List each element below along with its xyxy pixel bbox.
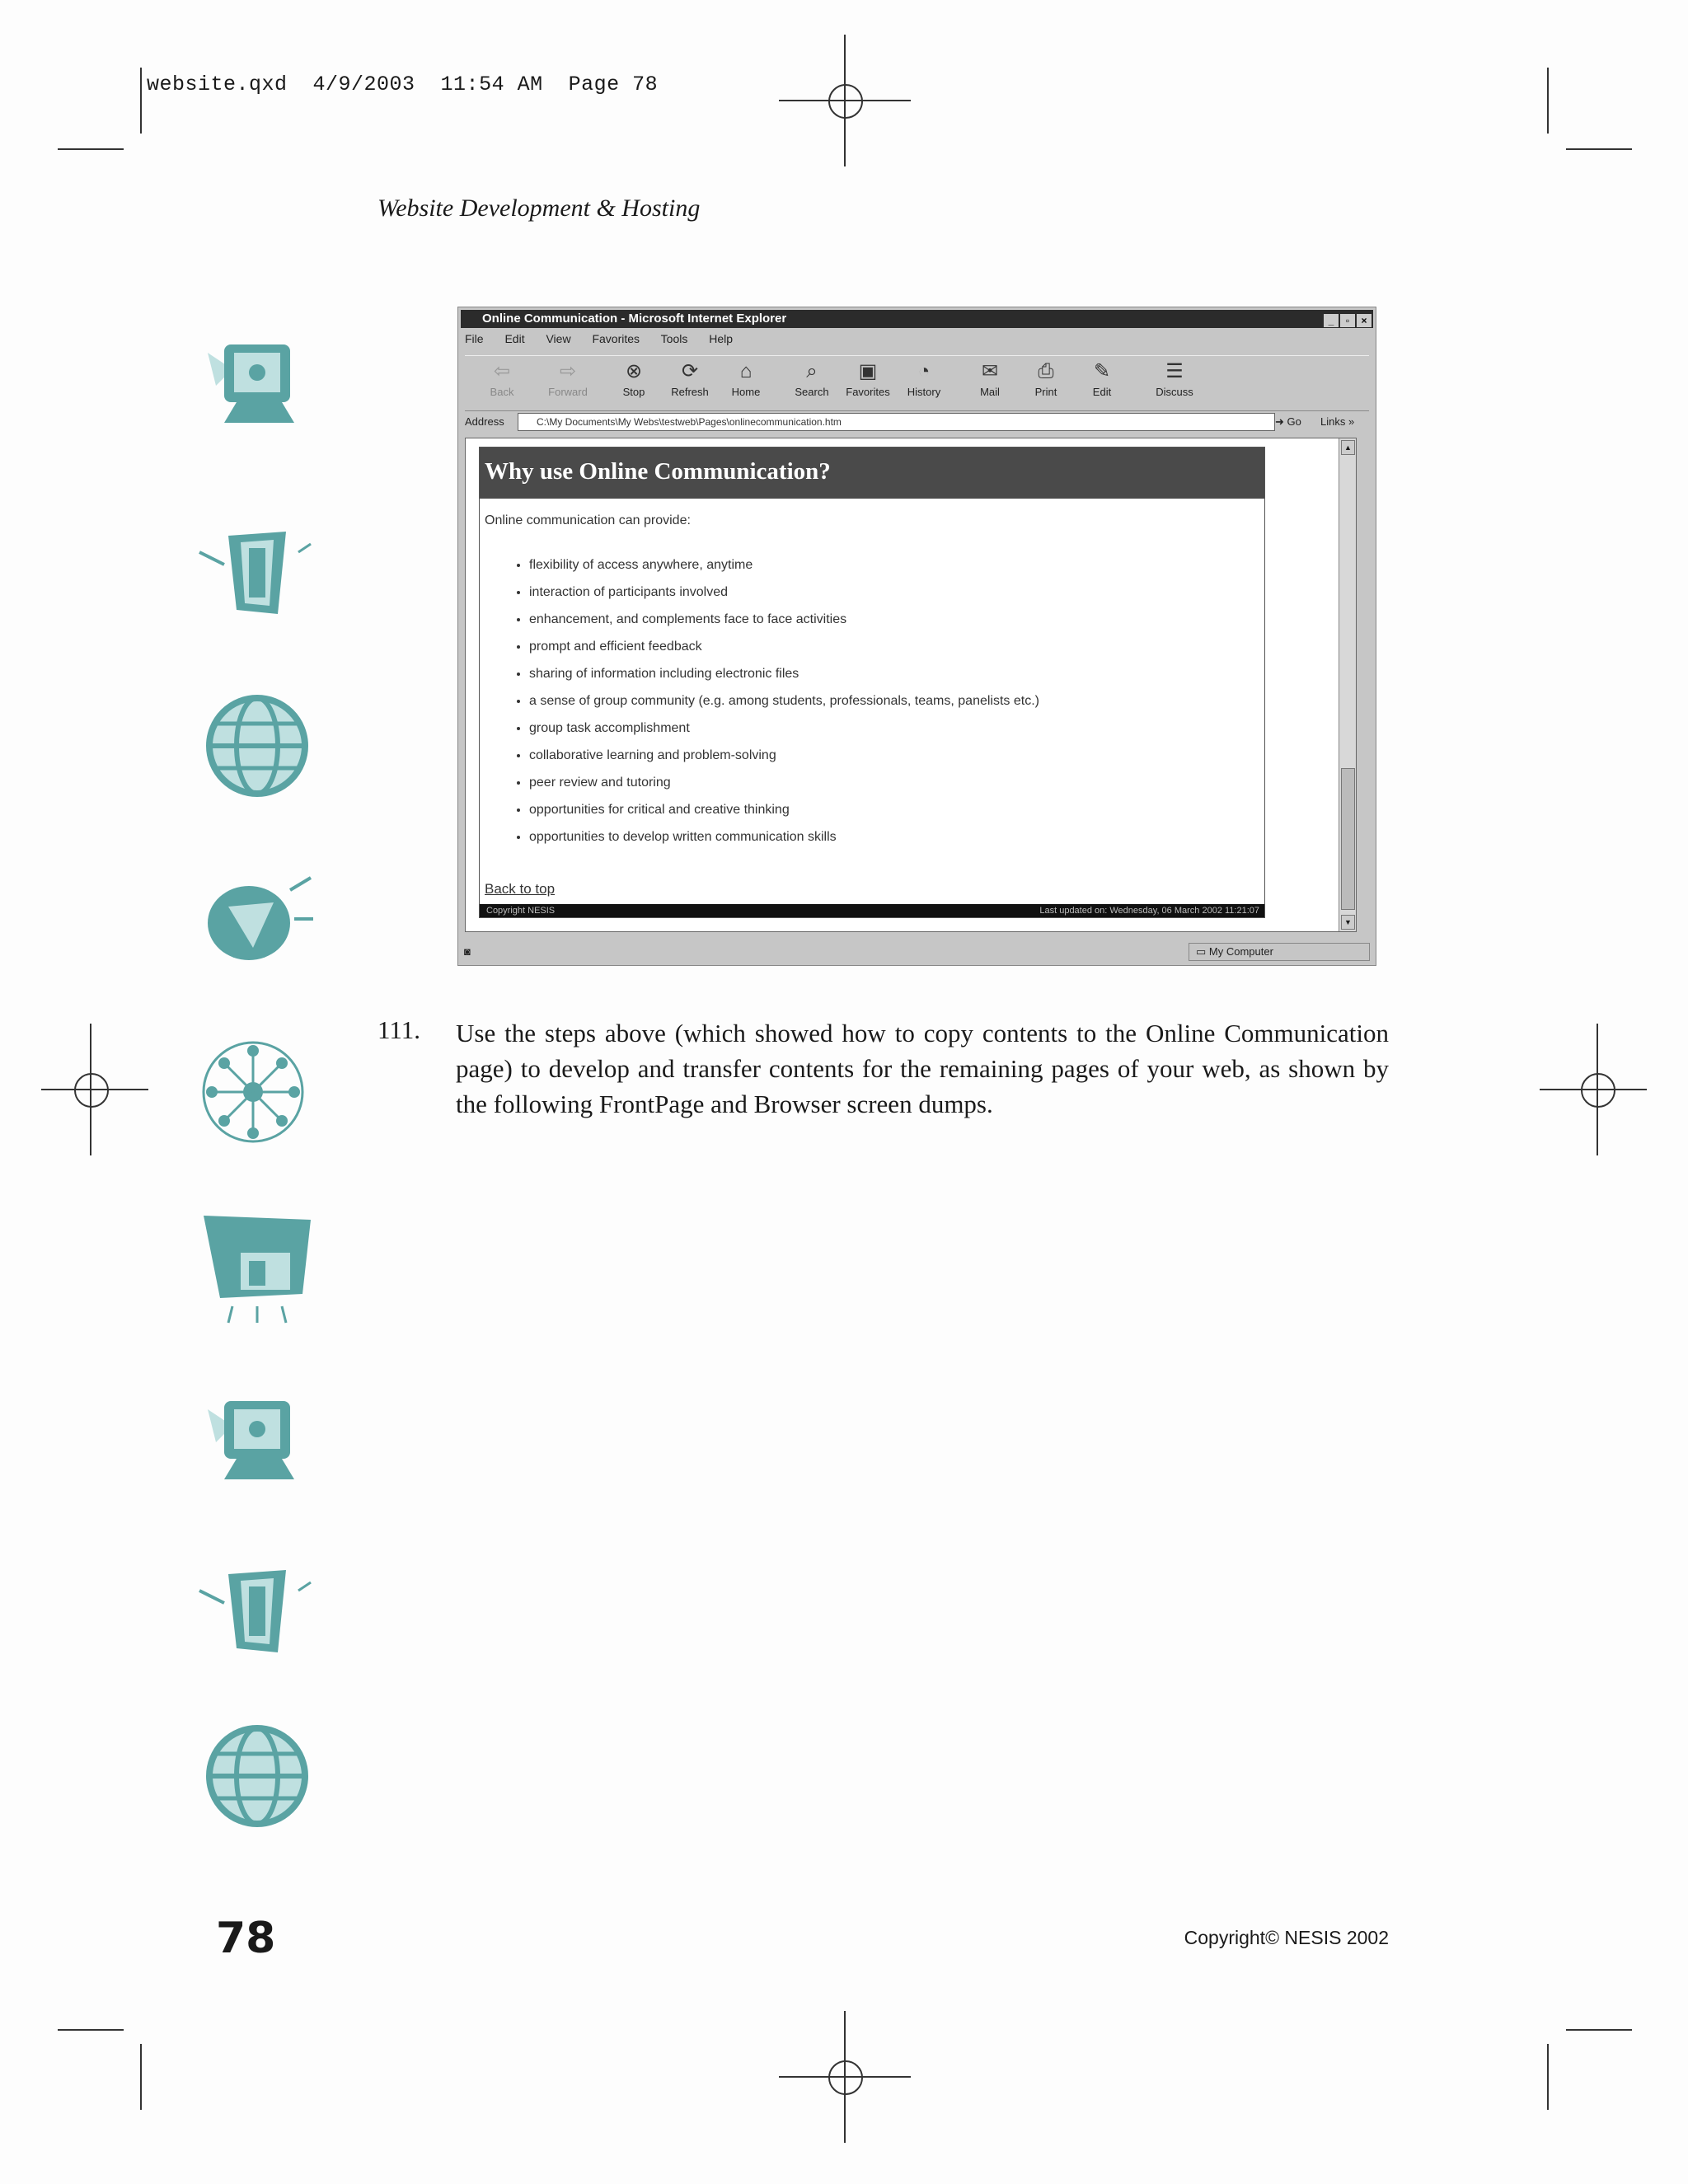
globe-icon xyxy=(191,684,315,808)
address-input[interactable]: C:\My Documents\My Webs\testweb\Pages\onlinecommunication.htm xyxy=(518,413,1275,431)
scroll-up-icon[interactable]: ▲ xyxy=(1341,440,1355,455)
refresh-button[interactable]: ⟳ Refresh xyxy=(671,360,709,398)
list-item: • peer review and tutoring xyxy=(529,769,1039,796)
menu-help[interactable]: Help xyxy=(709,332,734,345)
computer-tower-icon xyxy=(191,511,315,635)
list-item: • opportunities for critical and creative thinking xyxy=(529,796,1039,823)
maximize-icon[interactable]: ▫ xyxy=(1340,314,1355,327)
list-item: • flexibility of access anywhere, anytime xyxy=(529,551,1039,579)
page-loaded-icon: ◙ xyxy=(464,945,471,958)
globe-icon xyxy=(191,1714,315,1838)
home-button[interactable]: ⌂ Home xyxy=(731,360,761,398)
home-icon: ⌂ xyxy=(739,360,753,382)
back-arrow-icon: ⇦ xyxy=(493,360,511,382)
crop-mark xyxy=(1547,68,1549,134)
history-button[interactable]: ◔ History xyxy=(907,360,941,398)
crop-mark xyxy=(1547,2044,1549,2110)
favorites-button[interactable]: ▣ Favorites xyxy=(846,360,890,398)
page-number: 78 xyxy=(216,1914,276,1963)
menu-file[interactable]: File xyxy=(465,332,484,345)
registration-mark xyxy=(1564,1057,1630,1122)
list-item: • prompt and efficient feedback xyxy=(529,633,1039,660)
browser-title: Online Communication - Microsoft Internet Explorer xyxy=(482,312,787,326)
floppy-disk-icon xyxy=(191,1203,315,1327)
menu-favorites[interactable]: Favorites xyxy=(592,332,640,345)
crop-mark xyxy=(1566,148,1632,150)
status-bar xyxy=(461,941,1373,963)
menu-edit[interactable]: Edit xyxy=(504,332,525,345)
step-text: Use the steps above (which showed how to copy contents to the Online Communication page) to develop and transfer contents for the remaining pages of your web, as shown by the following FrontPage and Browser screen dumps. xyxy=(456,1019,1389,1118)
crop-mark xyxy=(58,2029,124,2031)
copyright-notice: Copyright© NESIS 2002 xyxy=(1184,1927,1389,1948)
benefits-list xyxy=(496,551,1039,851)
vertical-scrollbar[interactable] xyxy=(1339,438,1356,931)
back-button[interactable]: ⇦ Back xyxy=(490,360,514,398)
address-bar xyxy=(465,411,1369,433)
crop-mark xyxy=(140,68,142,134)
network-hub-icon xyxy=(191,1030,315,1154)
step-number: 111. xyxy=(377,1015,420,1044)
printer-icon: ⎙ xyxy=(1038,360,1054,382)
footer-last-updated: Last updated on: Wednesday, 06 March 2002 11:21:07 xyxy=(1039,906,1259,916)
crop-mark xyxy=(58,148,124,150)
address-label: Address xyxy=(465,415,504,428)
stop-icon: ⊗ xyxy=(625,360,643,382)
refresh-icon: ⟳ xyxy=(681,360,699,382)
scroll-down-icon[interactable]: ▼ xyxy=(1341,915,1355,930)
browser-toolbar xyxy=(465,355,1369,411)
links-button[interactable]: Links » xyxy=(1320,415,1355,428)
registration-mark xyxy=(812,68,878,134)
back-to-top-link[interactable]: Back to top xyxy=(485,881,556,897)
page-intro: Online communication can provide: xyxy=(485,513,691,527)
mail-button[interactable]: ✉ Mail xyxy=(961,359,1019,398)
list-item: • group task accomplishment xyxy=(529,715,1039,742)
security-zone: ▭ My Computer xyxy=(1189,943,1370,961)
page-heading: Why use Online Communication? xyxy=(480,448,1264,499)
minimize-icon[interactable]: _ xyxy=(1324,314,1339,327)
print-slug: website.qxd 4/9/2003 11:54 AM Page 78 xyxy=(147,73,659,96)
list-item: • a sense of group community (e.g. among students, professionals, teams, panelists etc.) xyxy=(529,687,1039,715)
edit-icon: ✎ xyxy=(1093,360,1111,382)
favorites-folder-icon: ▣ xyxy=(858,360,878,382)
window-controls xyxy=(1322,312,1372,330)
close-icon[interactable]: × xyxy=(1357,314,1372,327)
scrollbar-thumb[interactable] xyxy=(1341,768,1355,910)
list-item: • enhancement, and complements face to face activities xyxy=(529,606,1039,633)
list-item: • sharing of information including electronic files xyxy=(529,660,1039,687)
list-item: • opportunities to develop written communication skills xyxy=(529,823,1039,851)
history-icon: ◔ xyxy=(917,360,931,382)
forward-button[interactable]: ⇨ Forward xyxy=(548,360,588,398)
forward-arrow-icon: ⇨ xyxy=(559,360,577,382)
discuss-button[interactable]: ☰ Discuss xyxy=(1156,360,1193,398)
computer-monitor-icon xyxy=(191,320,315,443)
browser-title-bar xyxy=(461,310,1373,328)
computer-tower-icon xyxy=(191,1549,315,1673)
footer-copyright: Copyright NESIS xyxy=(486,906,556,916)
go-button[interactable]: ➜ Go xyxy=(1275,415,1301,428)
crop-mark xyxy=(1566,2029,1632,2031)
page-footer-bar xyxy=(480,904,1264,917)
running-header: Website Development & Hosting xyxy=(377,194,701,222)
satellite-dish-icon xyxy=(191,857,315,981)
registration-mark xyxy=(812,2044,878,2110)
computer-monitor-icon xyxy=(191,1376,315,1500)
list-item: • collaborative learning and problem-solving xyxy=(529,742,1039,769)
registration-mark xyxy=(58,1057,124,1122)
discuss-icon: ☰ xyxy=(1165,360,1184,382)
stop-button[interactable]: ⊗ Stop xyxy=(622,360,645,398)
crop-mark xyxy=(140,2044,142,2110)
menu-tools[interactable]: Tools xyxy=(660,332,688,345)
web-page xyxy=(479,447,1265,918)
browser-screenshot xyxy=(457,307,1376,966)
menu-view[interactable]: View xyxy=(546,332,571,345)
print-button[interactable]: ⎙ Print xyxy=(1034,360,1057,398)
menu-bar xyxy=(465,332,751,352)
computer-icon: ▭ xyxy=(1196,945,1207,958)
search-icon: ⌕ xyxy=(806,360,818,382)
edit-button[interactable]: ✎ Edit xyxy=(1073,359,1131,398)
browser-viewport xyxy=(465,438,1357,932)
search-button[interactable]: ⌕ Search xyxy=(795,360,829,398)
list-item: • interaction of participants involved xyxy=(529,579,1039,606)
mail-icon: ✉ xyxy=(981,360,999,382)
